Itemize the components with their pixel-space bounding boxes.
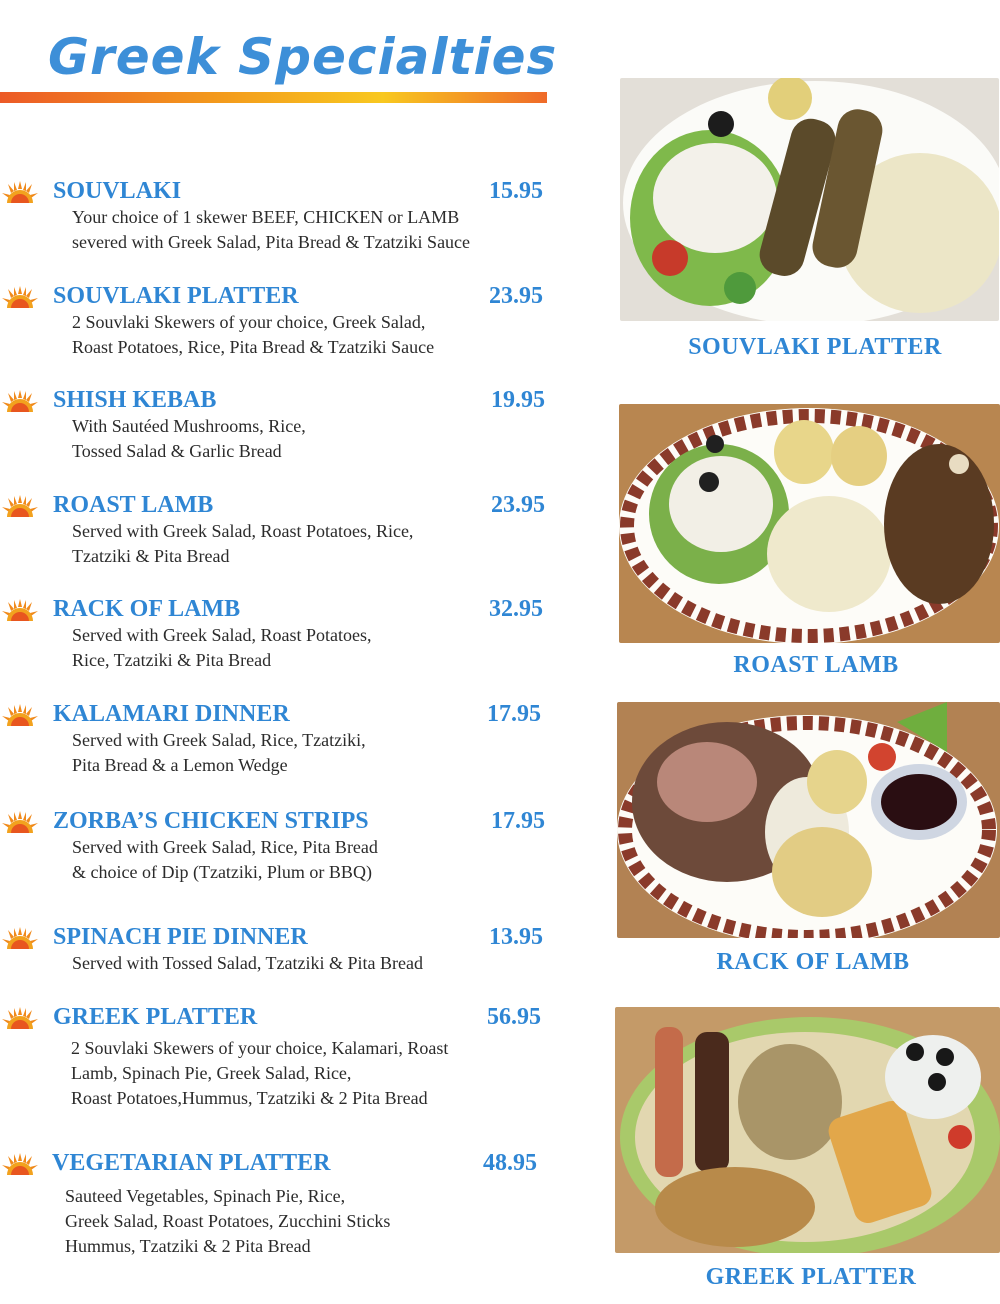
item-description: 2 Souvlaki Skewers of your choice, Greek Salad, Roast Potatoes, Rice, Pita Bread & Tzatziki Sauce xyxy=(72,312,435,357)
item-price: 17.95 xyxy=(487,701,541,727)
item-name: ROAST LAMB xyxy=(53,492,214,518)
item-name: KALAMARI DINNER xyxy=(53,701,290,727)
photo-caption: RACK OF LAMB xyxy=(716,949,910,975)
item-name: GREEK PLATTER xyxy=(53,1004,258,1030)
item-price: 48.95 xyxy=(483,1150,537,1176)
item-description: Sauteed Vegetables, Spinach Pie, Rice, Greek Salad, Roast Potatoes, Zucchini Sticks Hummus, Tzatziki & 2 Pita Bread xyxy=(65,1186,391,1256)
sun-bullet-icon xyxy=(2,495,38,519)
page-title: Greek Specialties xyxy=(48,28,558,86)
item-description: Served with Tossed Salad, Tzatziki & Pita Bread xyxy=(72,953,424,973)
item-name: VEGETARIAN PLATTER xyxy=(52,1150,331,1176)
sun-bullet-icon xyxy=(2,704,38,728)
item-price: 32.95 xyxy=(489,596,543,622)
sun-bullet-icon xyxy=(2,1153,38,1177)
title-underline-bar xyxy=(0,92,547,103)
sun-bullet-icon xyxy=(2,599,38,623)
item-description: Served with Greek Salad, Roast Potatoes, Rice, Tzatziki & Pita Bread xyxy=(72,625,372,670)
sun-bullet-icon xyxy=(2,811,38,835)
item-description: Served with Greek Salad, Roast Potatoes, Rice, Tzatziki & Pita Bread xyxy=(72,521,414,566)
photo-caption: GREEK PLATTER xyxy=(705,1264,917,1290)
rack-of-lamb-plate-photo xyxy=(617,702,1000,938)
item-name: ZORBA’S CHICKEN STRIPS xyxy=(53,808,369,834)
sun-bullet-icon xyxy=(2,390,38,414)
item-name: RACK OF LAMB xyxy=(53,596,241,622)
item-description: Served with Greek Salad, Rice, Tzatziki, Pita Bread & a Lemon Wedge xyxy=(72,730,366,775)
item-price: 19.95 xyxy=(491,387,545,413)
sun-bullet-icon xyxy=(2,286,38,310)
photo-caption: SOUVLAKI PLATTER xyxy=(688,334,942,360)
item-description: With Sautéed Mushrooms, Rice, Tossed Salad & Garlic Bread xyxy=(72,416,306,461)
item-name: SOUVLAKI PLATTER xyxy=(53,283,299,309)
item-price: 13.95 xyxy=(489,924,543,950)
item-price: 23.95 xyxy=(489,283,543,309)
item-name: SHISH KEBAB xyxy=(53,387,217,413)
sun-bullet-icon xyxy=(2,1007,38,1031)
item-price: 15.95 xyxy=(489,178,543,204)
souvlaki-plate-photo xyxy=(620,78,999,321)
greek-platter-photo xyxy=(615,1007,1000,1253)
sun-bullet-icon xyxy=(2,181,38,205)
sun-bullet-icon xyxy=(2,927,38,951)
photo-caption: ROAST LAMB xyxy=(733,652,899,678)
item-description: Your choice of 1 skewer BEEF, CHICKEN or LAMB severed with Greek Salad, Pita Bread & Tzatziki Sauce xyxy=(72,207,471,252)
item-description: 2 Souvlaki Skewers of your choice, Kalamari, Roast Lamb, Spinach Pie, Greek Salad, Rice, Roast Potatoes,Hummus, Tzatziki & 2 Pita Bread xyxy=(71,1038,449,1108)
roast-lamb-plate-photo xyxy=(619,404,1000,643)
item-price: 17.95 xyxy=(491,808,545,834)
item-name: SPINACH PIE DINNER xyxy=(53,924,308,950)
item-price: 56.95 xyxy=(487,1004,541,1030)
item-name: SOUVLAKI xyxy=(53,178,182,204)
item-price: 23.95 xyxy=(491,492,545,518)
item-description: Served with Greek Salad, Rice, Pita Bread & choice of Dip (Tzatziki, Plum or BBQ) xyxy=(72,837,378,882)
